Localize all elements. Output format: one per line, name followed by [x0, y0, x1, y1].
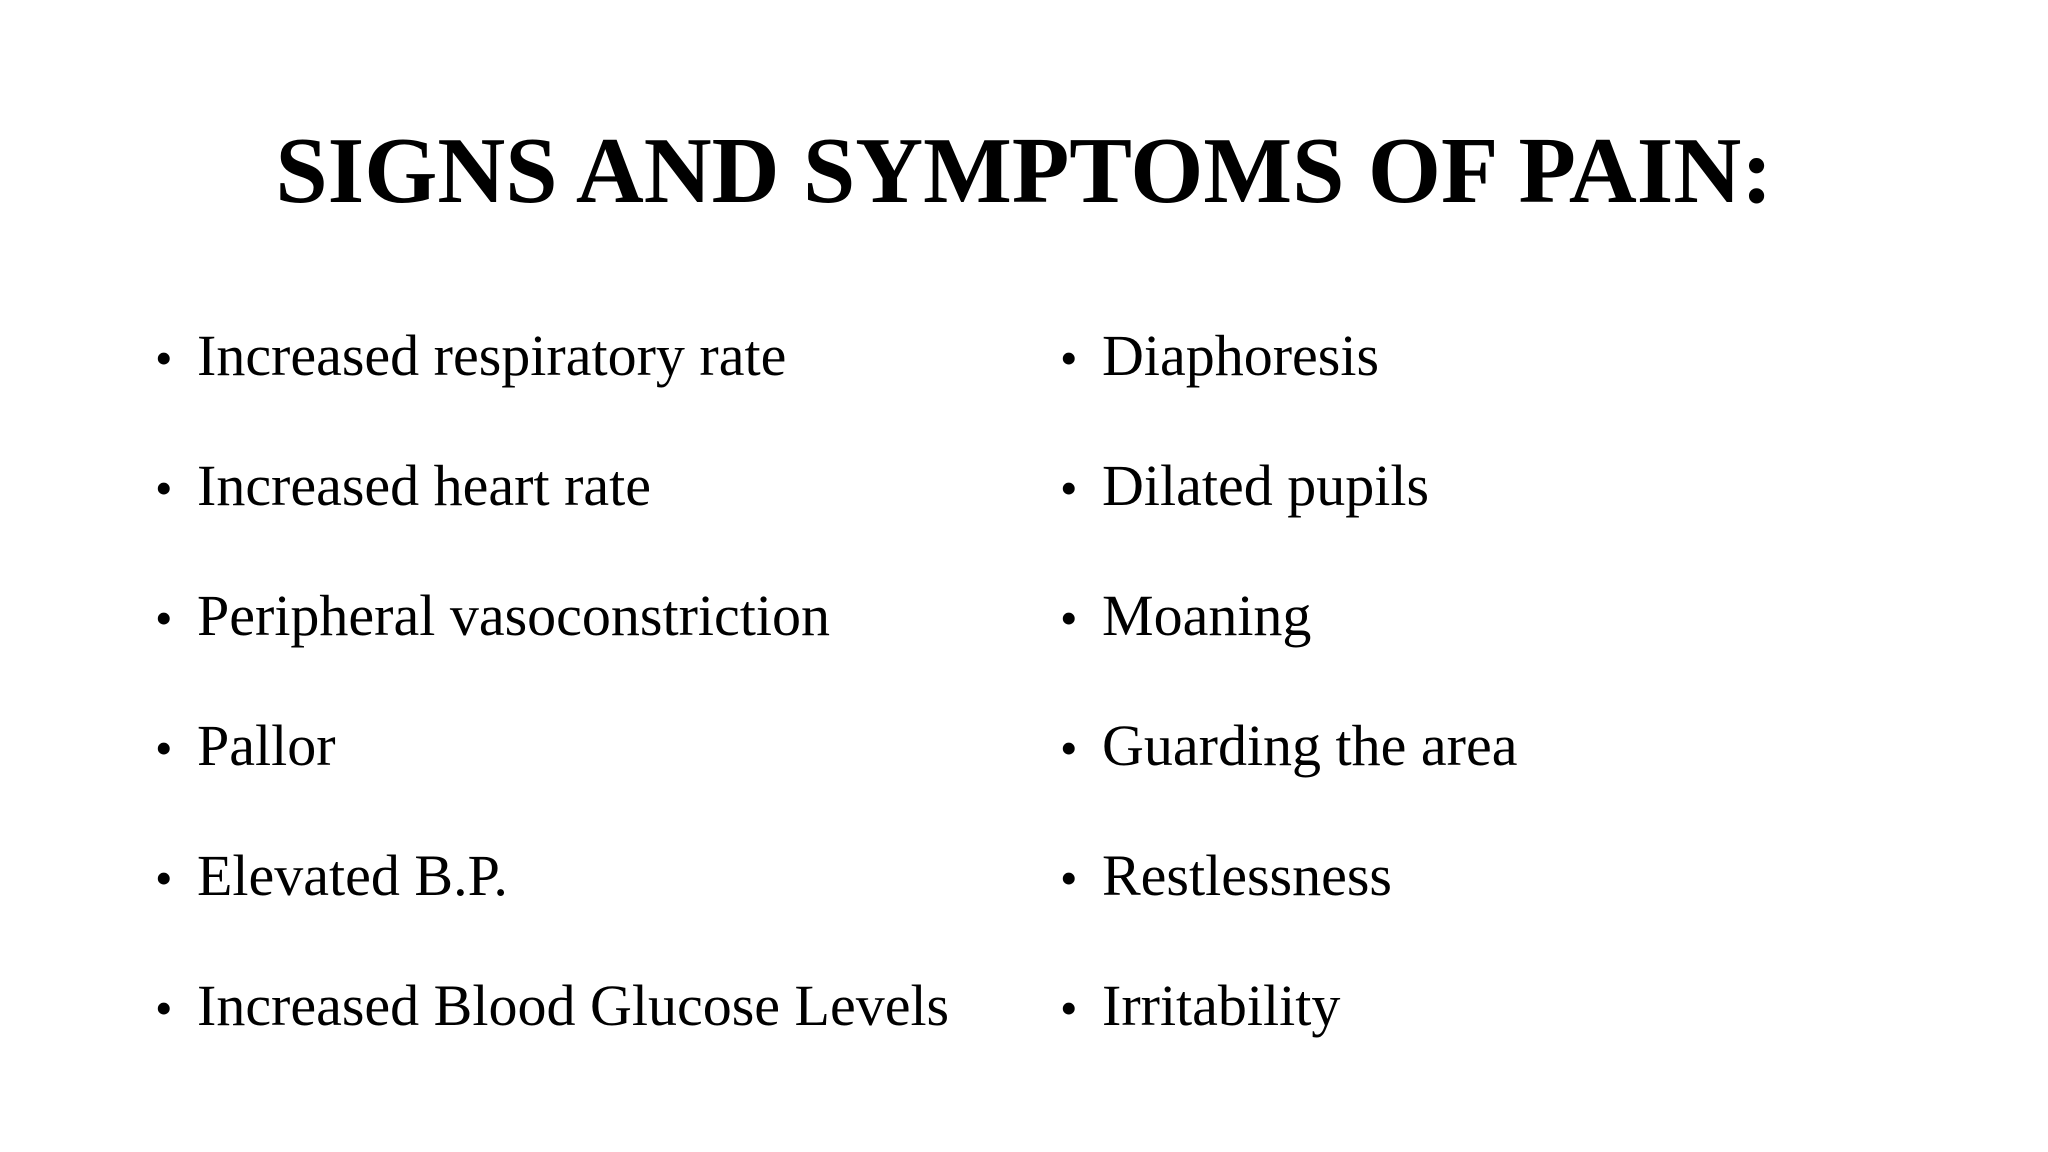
slide-title: SIGNS AND SYMPTOMS OF PAIN:: [275, 119, 1773, 223]
bullet-icon: •: [1060, 330, 1078, 386]
bullet-icon: •: [1060, 980, 1078, 1036]
list-item-text: Increased respiratory rate: [197, 323, 787, 388]
list-item: [155, 578, 949, 708]
list-item: [1060, 838, 1517, 968]
bullet-icon: •: [155, 720, 173, 776]
list-item: [155, 318, 949, 448]
list-item: [155, 448, 949, 578]
list-item: [1060, 708, 1517, 838]
list-item: [155, 708, 949, 838]
list-item-text: Pallor: [197, 713, 336, 778]
list-item: [155, 968, 949, 1098]
list-item-text: Increased Blood Glucose Levels: [197, 973, 950, 1038]
bullet-icon: •: [1060, 590, 1078, 646]
list-item: [1060, 448, 1517, 578]
list-item-text: Restlessness: [1102, 843, 1392, 908]
bullet-icon: •: [1060, 720, 1078, 776]
bullet-icon: •: [155, 460, 173, 516]
bullet-icon: •: [1060, 460, 1078, 516]
bullet-list-left: [155, 318, 949, 1098]
list-item: [1060, 578, 1517, 708]
list-item-text: Guarding the area: [1102, 713, 1518, 778]
list-item-text: Diaphoresis: [1102, 323, 1380, 388]
list-item: [1060, 318, 1517, 448]
bullet-icon: •: [155, 980, 173, 1036]
list-item-text: Irritability: [1102, 973, 1341, 1038]
list-item-text: Increased heart rate: [197, 453, 652, 518]
list-item-text: Elevated B.P.: [197, 843, 508, 908]
bullet-icon: •: [1060, 850, 1078, 906]
list-item-text: Moaning: [1102, 583, 1312, 648]
list-item: [1060, 968, 1517, 1098]
bullet-icon: •: [155, 590, 173, 646]
bullet-icon: •: [155, 850, 173, 906]
list-item-text: Dilated pupils: [1102, 453, 1430, 518]
list-item: [155, 838, 949, 968]
bullet-icon: •: [155, 330, 173, 386]
bullet-list-right: [1060, 318, 1517, 1098]
list-item-text: Peripheral vasoconstriction: [197, 583, 830, 648]
